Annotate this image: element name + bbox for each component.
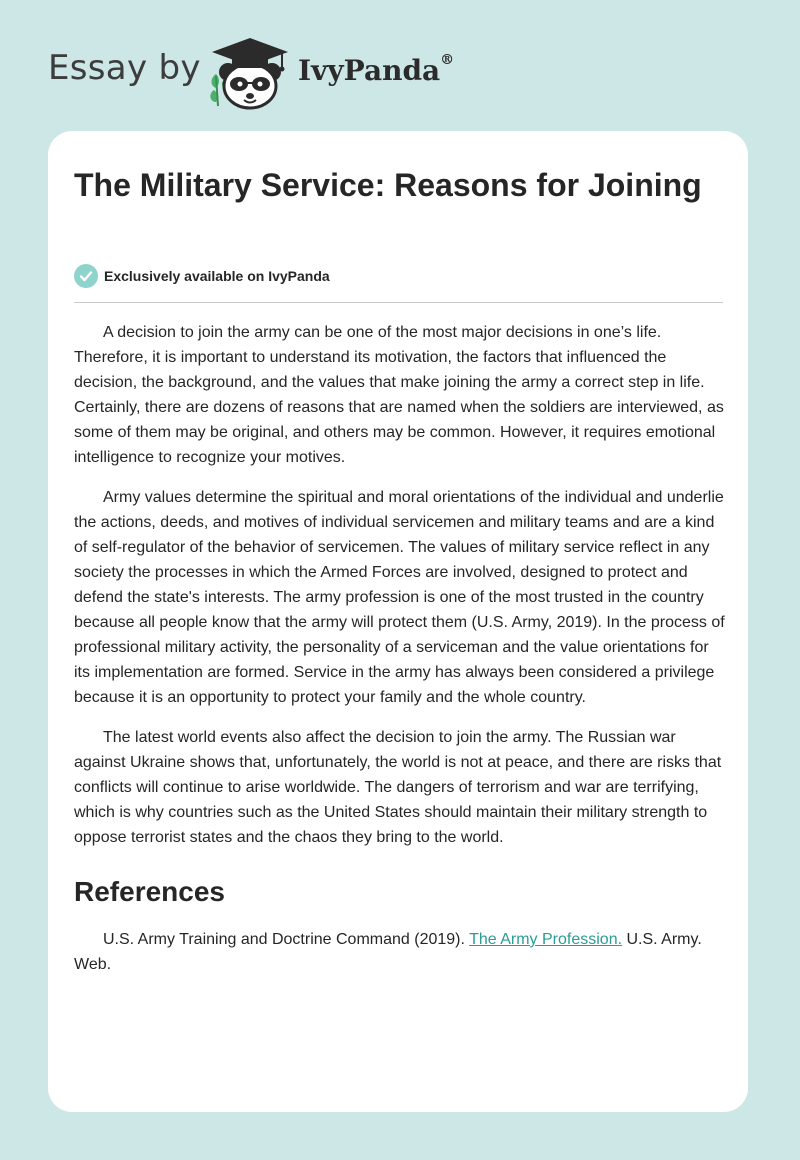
exclusive-badge [74, 263, 330, 289]
article-body [74, 320, 726, 992]
references-heading: References [74, 876, 225, 907]
brand-text: IvyPanda [298, 54, 441, 87]
check-icon [74, 264, 98, 288]
reference-entry [74, 927, 726, 977]
essay-by-label: Essay by [48, 48, 201, 88]
reference-text: U.S. Army Training and Doctrine Command (2019). [103, 931, 470, 948]
divider [74, 302, 723, 303]
brand-name[interactable] [298, 54, 454, 87]
ivypanda-logo[interactable] [202, 34, 298, 110]
registered-mark: ® [440, 52, 455, 68]
panda-logo-icon [202, 34, 298, 110]
paragraph: A decision to join the army can be one of the most major decisions in one’s life. Therefore, it is important to understand its motivation, the factors that influenced the decision, the background, and the values that make joining the army a correct step in life. Certainly, there are dozens of reasons that are named when the soldiers are interviewed, as some of them may be original, and others may be common. However, it requires emotional intelligence to recognize your motives. [74, 324, 724, 466]
paragraph: The latest world events also affect the decision to join the army. The Russian war against Ukraine shows that, unfortunately, the world is not at peace, and there are risks that conflicts will continue to arise worldwide. The dangers of terrorism and war are terrifying, which is why countries such as the United States should maintain their military strength to oppose terrorist states and the chaos they bring to the world. [74, 729, 722, 846]
reference-link[interactable]: The Army Profession. [469, 931, 623, 948]
reference-text-end: U.S. Army. Web. [74, 931, 702, 973]
page-title: The Military Service: Reasons for Joining [74, 167, 702, 203]
paragraph: Army values determine the spiritual and moral orientations of the individual and underlie the actions, deeds, and motives of individual servicemen and military teams and are a kind of self-regulator of the behavior of servicemen. The values of military service reflect in any society the processes in which the Armed Forces are involved, designed to protect and defend the state's interests. The army profession is one of the most trusted in the country because all people know that the army will protect them (U.S. Army, 2019). In the process of professional military activity, the personality of a serviceman and the value orientations for its implementation are formed. Service in the army has always been considered a privilege because it is an opportunity to protect your family and the whole country. [74, 489, 725, 706]
article-card [48, 131, 748, 1112]
site-header [48, 34, 548, 114]
badge-text: Exclusively available on IvyPanda [104, 268, 330, 284]
